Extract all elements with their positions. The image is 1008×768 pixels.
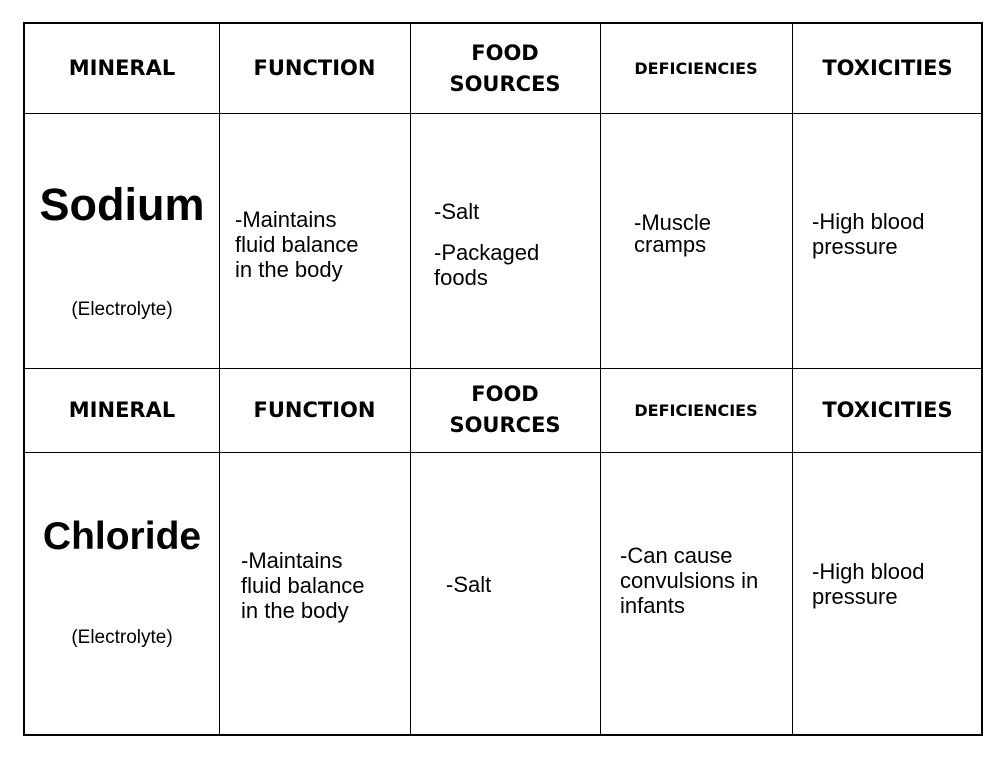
header-toxicities	[792, 24, 983, 113]
toxicity-text	[812, 209, 925, 259]
header-mineral-label: MINERAL	[68, 56, 176, 80]
header-food-sources	[410, 24, 600, 113]
text-line: infants	[620, 593, 685, 618]
deficiencies-cell-chloride	[600, 452, 792, 736]
header-toxicities-label: TOXICITIES	[822, 397, 953, 422]
header-deficiencies-label: DEFICIENCIES	[634, 59, 758, 78]
food-sources-cell-chloride	[410, 452, 600, 736]
header-food-sources-line1: FOOD	[471, 40, 539, 65]
text-line: fluid balance	[235, 232, 359, 257]
header-function-label: FUNCTION	[253, 56, 376, 80]
header-mineral-label: MINERAL	[68, 397, 176, 422]
text-line: foods	[434, 265, 488, 290]
mineral-category: (Electrolyte)	[71, 299, 173, 320]
mineral-name: Chloride	[42, 515, 202, 558]
header-deficiencies-label: DEFICIENCIES	[634, 400, 758, 420]
header-function	[219, 368, 410, 452]
deficiencies-cell-sodium	[600, 113, 792, 368]
function-text	[241, 548, 365, 623]
food-source-item	[446, 572, 491, 597]
deficiency-text	[620, 543, 758, 618]
header-food-sources	[410, 368, 600, 452]
text-line: convulsions in	[620, 568, 759, 593]
header-food-sources-line2: SOURCES	[449, 71, 561, 96]
mineral-cell-chloride	[25, 452, 219, 736]
text-line: fluid balance	[241, 573, 365, 598]
food-source-item	[434, 240, 539, 290]
food-sources-cell-sodium	[410, 113, 600, 368]
toxicity-text	[812, 559, 925, 609]
toxicities-cell-sodium	[792, 113, 983, 368]
function-cell-chloride	[219, 452, 410, 736]
header-deficiencies	[600, 24, 792, 113]
text-line: pressure	[812, 584, 898, 609]
header-toxicities-label: TOXICITIES	[822, 56, 953, 80]
food-source-item	[434, 199, 479, 224]
text-line: cramps	[634, 232, 707, 257]
header-food-sources-line2: SOURCES	[449, 413, 561, 437]
header-toxicities	[792, 368, 983, 452]
text-line: -Salt	[434, 199, 480, 224]
text-line: in the body	[241, 598, 349, 623]
header-function-label: FUNCTION	[253, 397, 376, 422]
header-function	[219, 24, 410, 113]
text-line: -Maintains	[235, 207, 337, 232]
text-line: in the body	[235, 257, 343, 282]
toxicities-cell-chloride	[792, 452, 983, 736]
mineral-name: Sodium	[39, 179, 205, 230]
header-food-sources-line1: FOOD	[471, 382, 539, 406]
header-mineral	[25, 24, 219, 113]
text-line: -Maintains	[241, 548, 343, 573]
text-line: -Muscle	[634, 210, 712, 235]
text-line: -High blood	[812, 559, 925, 584]
text-line: -Packaged	[434, 240, 540, 265]
text-line: -Salt	[446, 572, 492, 597]
text-line: pressure	[812, 234, 898, 259]
header-deficiencies	[600, 368, 792, 452]
function-cell-sodium	[219, 113, 410, 368]
mineral-cell-sodium	[25, 113, 219, 368]
deficiency-text	[634, 212, 711, 256]
text-line: -High blood	[812, 209, 925, 234]
mineral-category: (Electrolyte)	[71, 627, 173, 648]
header-mineral	[25, 368, 219, 452]
function-text	[235, 207, 359, 282]
mineral-table	[23, 22, 983, 736]
text-line: -Can cause	[620, 543, 733, 568]
